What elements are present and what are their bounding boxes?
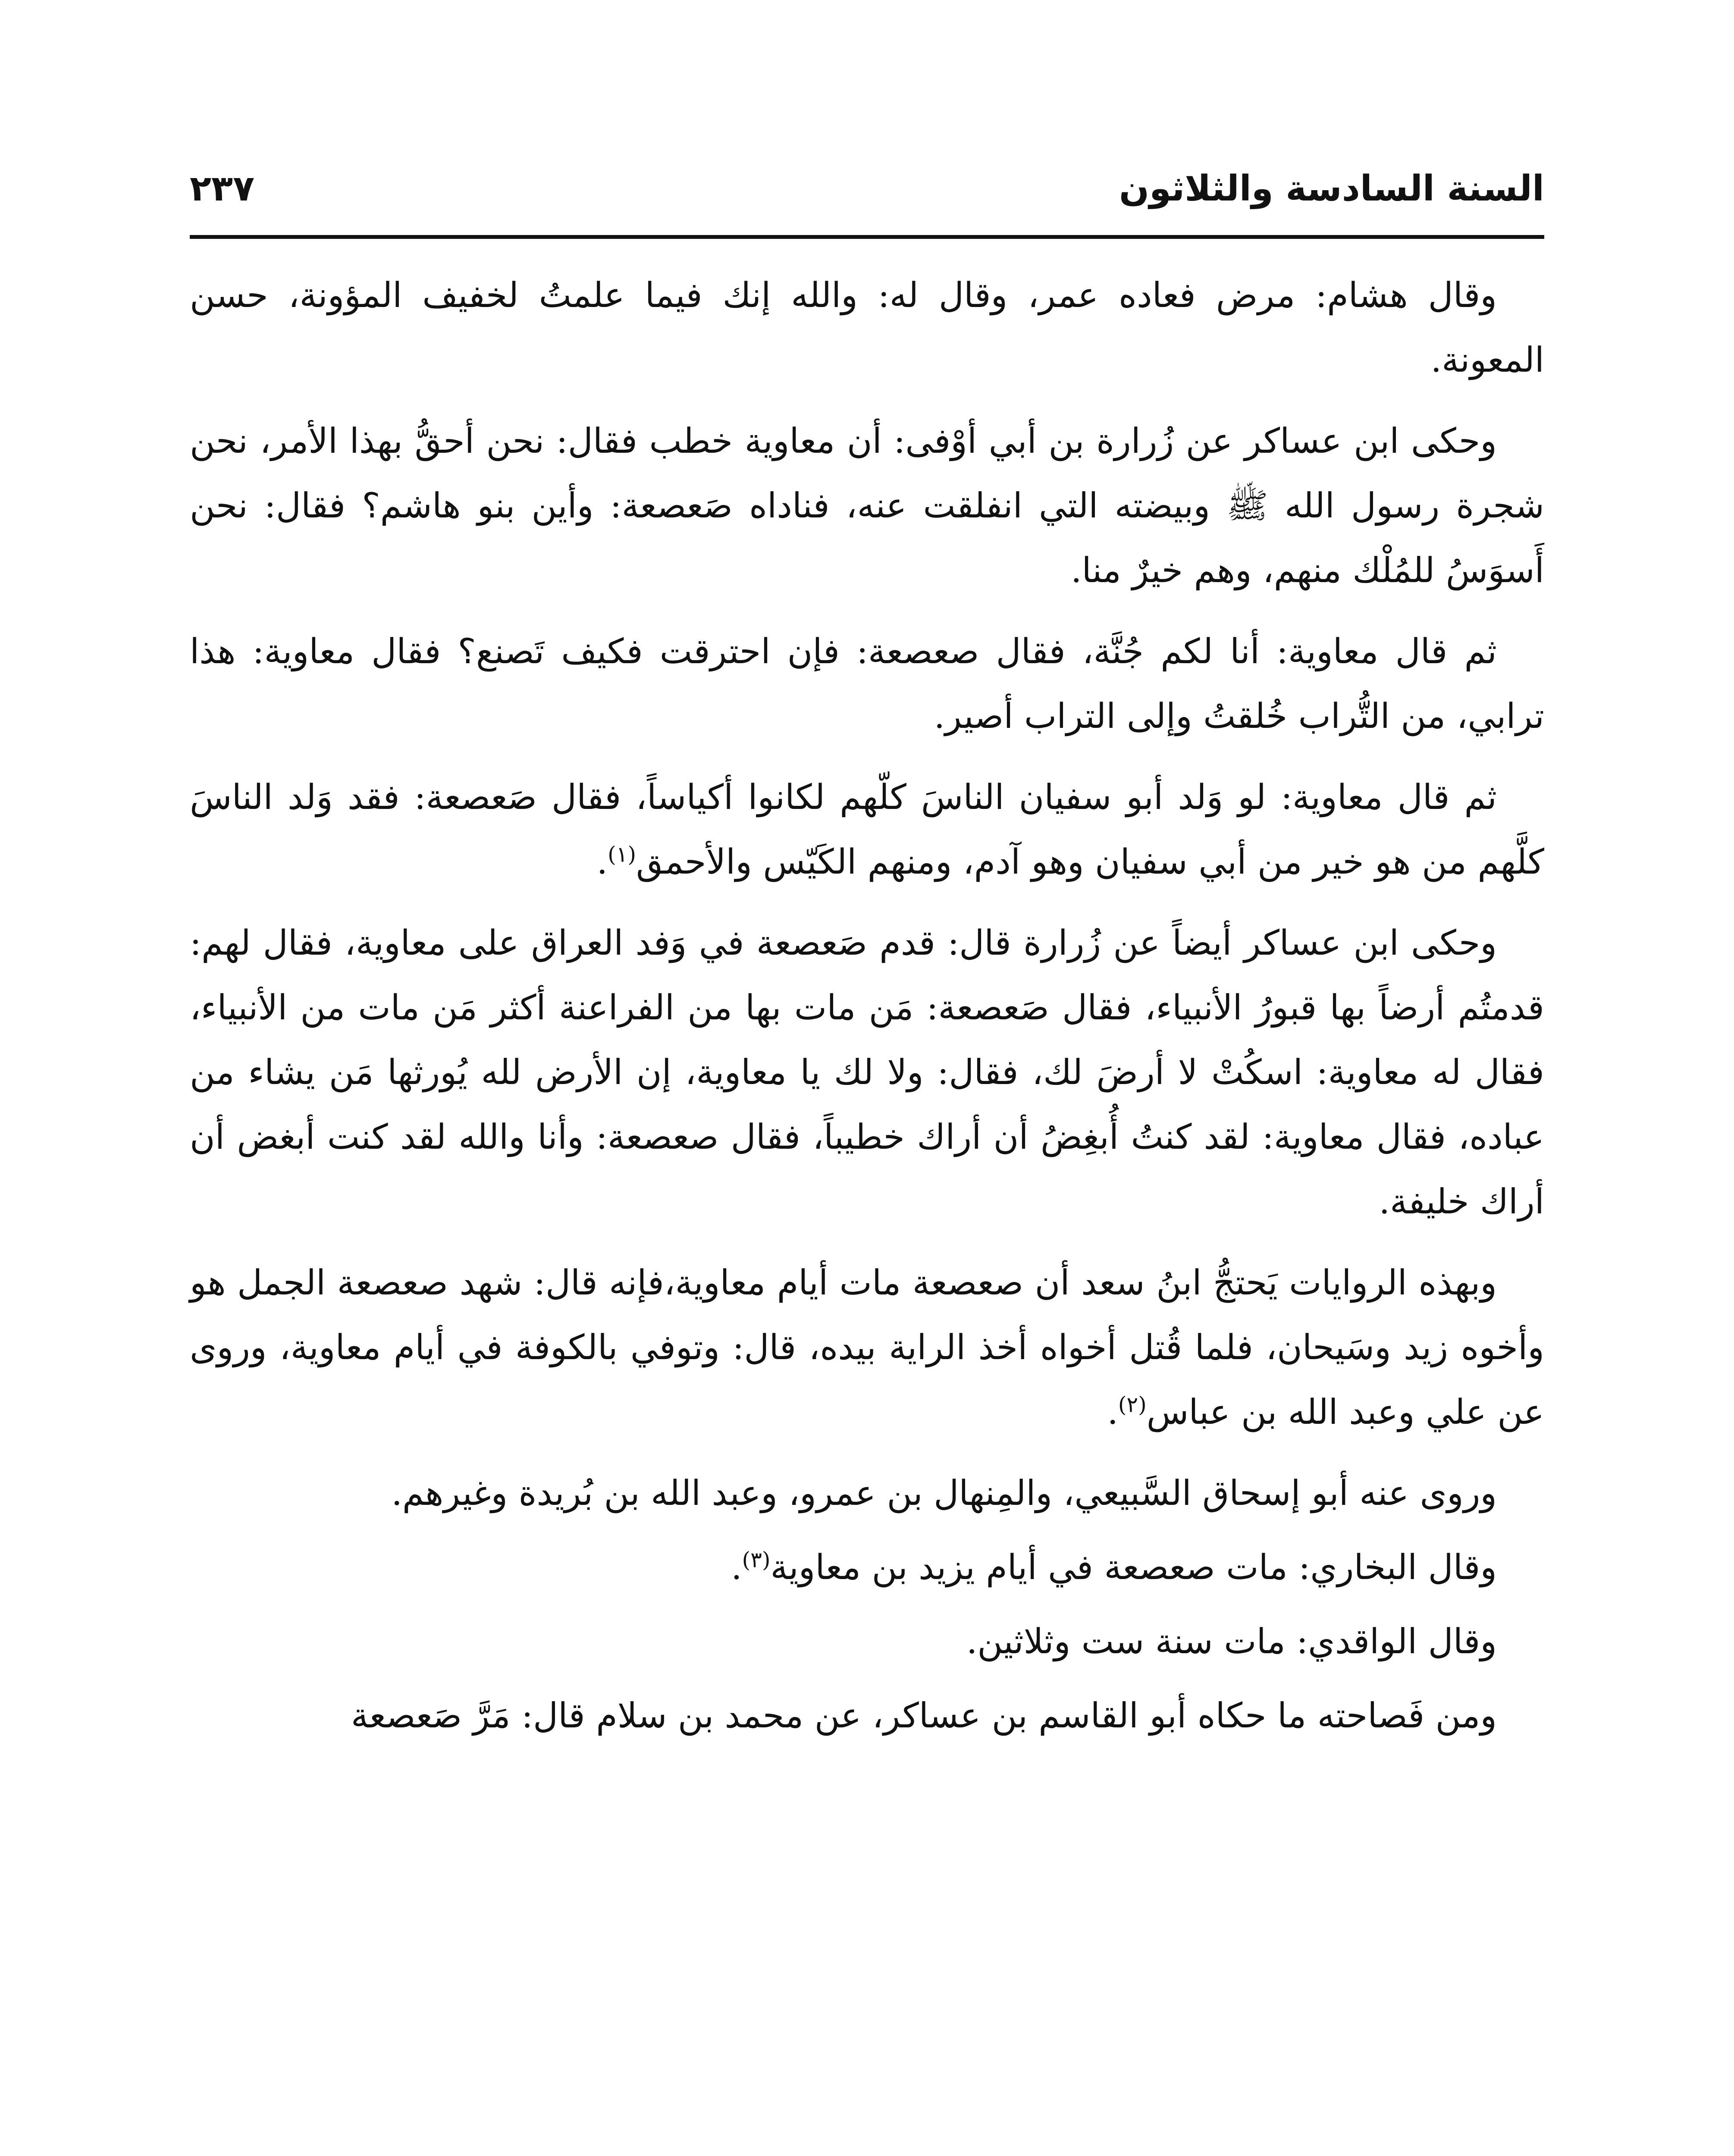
paragraph: ثم قال معاوية: أنا لكم جُنَّة، فقال صعصعة: فإن احترقت فكيف تَصنع؟ فقال معاوية: هذا ترابي، من التُّراب خُلقتُ وإلى التراب أصير.	[190, 631, 1544, 736]
paragraph: ومن فَصاحته ما حكاه أبو القاسم بن عساكر، عن محمد بن سلام قال: مَرَّ صَعصعة	[351, 1695, 1497, 1736]
chapter-title: السنة السادسة والثلاثون	[1119, 168, 1544, 209]
paragraph: وروى عنه أبو إسحاق السَّبيعي، والمِنهال بن عمرو، وعبد الله بن بُريدة وغيرهم.	[391, 1473, 1497, 1513]
paragraph: وحكى ابن عساكر أيضاً عن زُرارة قال: قدم صَعصعة في وَفد العراق على معاوية، فقال لهم: قدمتُم أرضاً بها قبورُ الأنبياء، فقال صَعصعة: مَن مات بها من الفراعنة أكثر مَن مات من الأنبياء، فقال له معاوية: اسكُتْ لا أرضَ لك، فقال: ولا لك يا معاوية، إن الأرض لله يُورثها مَن يشاء من عباده، فقال معاوية: لقد كنتُ أُبغِضُ أن أراك خطيباً، فقال صعصعة: وأنا والله لقد كنت أبغض أن أراك خليفة.	[190, 923, 1545, 1222]
page-number: ٢٣٧	[190, 168, 255, 209]
paragraph: وقال هشام: مرض فعاده عمر، وقال له: والله إنك فيما علمتُ لخفيف المؤونة، حسن المعونة.	[190, 275, 1544, 380]
body-text	[190, 263, 1544, 1764]
paragraph: وحكى ابن عساكر عن زُرارة بن أبي أوْفى: أن معاوية خطب فقال: نحن أحقُّ بهذا الأمر، نحن شجرة رسول الله ﷺ وبيضته التي انفلقت عنه، فناداه صَعصعة: وأين بنو هاشم؟ فقال: نحن أَسوَسُ للمُلْك منهم، وهم خيرٌ منا.	[190, 421, 1544, 590]
footnote-ref: (١)	[608, 842, 636, 867]
paragraph: وقال البخاري: مات صعصعة في أيام يزيد بن معاوية$^{(٣)}$.	[731, 1547, 1497, 1587]
header-rule	[190, 235, 1544, 239]
footnote-ref: (٢)	[1118, 1392, 1147, 1417]
paragraph: وقال الواقدي: مات سنة ست وثلاثين.	[966, 1621, 1497, 1661]
paragraph: ثم قال معاوية: لو وَلد أبو سفيان الناسَ كلّهم لكانوا أكياساً، فقال صَعصعة: فقد وَلد الناسَ كلَّهم من هو خير من أبي سفيان وهو آدم، ومنهم الكَيّس والأحمق$^{(١)}$.	[190, 777, 1544, 882]
footnote-ref: (٣)	[742, 1547, 771, 1573]
paragraph: وبهذه الروايات يَحتجُّ ابنُ سعد أن صعصعة مات أيام معاوية،فإنه قال: شهد صعصعة الجمل هو وأخوه زيد وسَيحان، فلما قُتل أخواه أخذ الراية بيده، قال: وتوفي بالكوفة في أيام معاوية، وروى عن علي وعبد الله بن عباس$^{(٢)}$.	[190, 1263, 1544, 1432]
running-header	[190, 155, 1544, 233]
